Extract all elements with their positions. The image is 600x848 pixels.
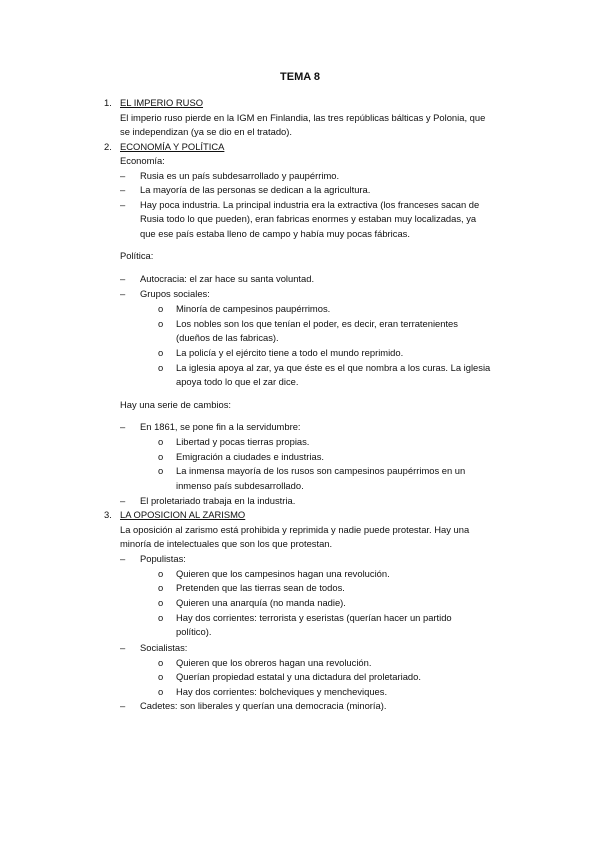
sub-list-item: Libertad y pocas tierras propias. [176,436,310,447]
list-item: Populistas: [140,553,186,564]
sub-list-item: La iglesia apoya al zar, ya que éste es el que nombra a los curas. La iglesia [176,362,491,373]
list-item: En 1861, se pone fin a la servidumbre: [140,421,301,432]
dash-bullet: – [120,288,126,299]
sub-list-item: Hay dos corrientes: terrorista y eseristas (querían hacer un partido [176,612,452,623]
sub-list-item: Minoría de campesinos paupérrimos. [176,303,331,314]
circle-bullet: o [158,303,164,314]
dash-bullet: – [120,273,126,284]
dash-bullet: – [120,700,126,711]
sub-list-item: Los nobles son los que tenían el poder, es decir, eran terratenientes [176,318,458,329]
document-title: TEMA 8 [280,71,320,83]
dash-bullet: – [120,642,126,653]
sub-list-item: Quieren que los campesinos hagan una revolución. [176,568,390,579]
sub-list-item-continuation: (dueños de las fabricas). [176,332,279,343]
list-item: Cadetes: son liberales y querían una democracia (minoría). [140,700,387,711]
list-item: Autocracia: el zar hace su santa voluntad. [140,273,315,284]
paragraph-line: El imperio ruso pierde en la IGM en Finlandia, las tres repúblicas bálticas y Polonia, que [120,112,486,123]
section-number: 2. [104,141,112,152]
sub-list-item: La inmensa mayoría de los rusos son campesinos paupérrimos en un [176,465,466,476]
dash-bullet: – [120,184,126,195]
circle-bullet: o [158,568,164,579]
circle-bullet: o [158,318,164,329]
list-item: Hay poca industria. La principal industria era la extractiva (los franceses sacan de [140,199,480,210]
sub-list-item: Hay dos corrientes: bolcheviques y mencheviques. [176,686,388,697]
section-number: 3. [104,509,112,520]
section-number: 1. [104,97,112,108]
list-item-continuation: que ese país estaba lleno de campo y había muy pocas fábricas. [140,228,410,239]
sub-list-item: Querían propiedad estatal y una dictadura del proletariado. [176,671,421,682]
section-heading: LA OPOSICION AL ZARISMO [120,509,246,520]
sub-list-item: Emigración a ciudades e industrias. [176,451,324,462]
circle-bullet: o [158,686,164,697]
circle-bullet: o [158,465,164,476]
list-item-continuation: Rusia todo lo que pueden), eran fabricas enormes y estaban muy localizadas, ya [140,213,477,224]
circle-bullet: o [158,657,164,668]
dash-bullet: – [120,199,126,210]
section-heading: EL IMPERIO RUSO [120,97,204,108]
section-heading: ECONOMÍA Y POLÍTICA [120,141,225,152]
circle-bullet: o [158,362,164,373]
sub-list-item-continuation: apoya todo lo que el zar dice. [176,376,299,387]
circle-bullet: o [158,451,164,462]
dash-bullet: – [120,553,126,564]
circle-bullet: o [158,347,164,358]
paragraph-line: minoría de intelectuales que son los que protestan. [120,538,333,549]
list-item: La mayoría de las personas se dedican a la agricultura. [140,184,371,195]
list-item: Socialistas: [140,642,188,653]
list-item: El proletariado trabaja en la industria. [140,495,296,506]
circle-bullet: o [158,597,164,608]
list-item: Grupos sociales: [140,288,210,299]
circle-bullet: o [158,436,164,447]
subheading: Hay una serie de cambios: [120,399,231,410]
dash-bullet: – [120,170,126,181]
circle-bullet: o [158,582,164,593]
sub-list-item: La policía y el ejército tiene a todo el mundo reprimido. [176,347,404,358]
sub-list-item-continuation: político). [176,626,212,637]
sub-list-item-continuation: inmenso país subdesarrollado. [176,480,304,491]
list-item: Rusia es un país subdesarrollado y paupérrimo. [140,170,340,181]
subheading: Economía: [120,155,165,166]
circle-bullet: o [158,612,164,623]
subheading: Política: [120,250,154,261]
sub-list-item: Quieren que los obreros hagan una revolución. [176,657,372,668]
paragraph-line: se independizan (ya se dio en el tratado). [120,126,292,137]
dash-bullet: – [120,495,126,506]
sub-list-item: Pretenden que las tierras sean de todos. [176,582,345,593]
circle-bullet: o [158,671,164,682]
paragraph-line: La oposición al zarismo está prohibida y reprimida y nadie puede protestar. Hay una [120,524,470,535]
sub-list-item: Quieren una anarquía (no manda nadie). [176,597,346,608]
dash-bullet: – [120,421,126,432]
